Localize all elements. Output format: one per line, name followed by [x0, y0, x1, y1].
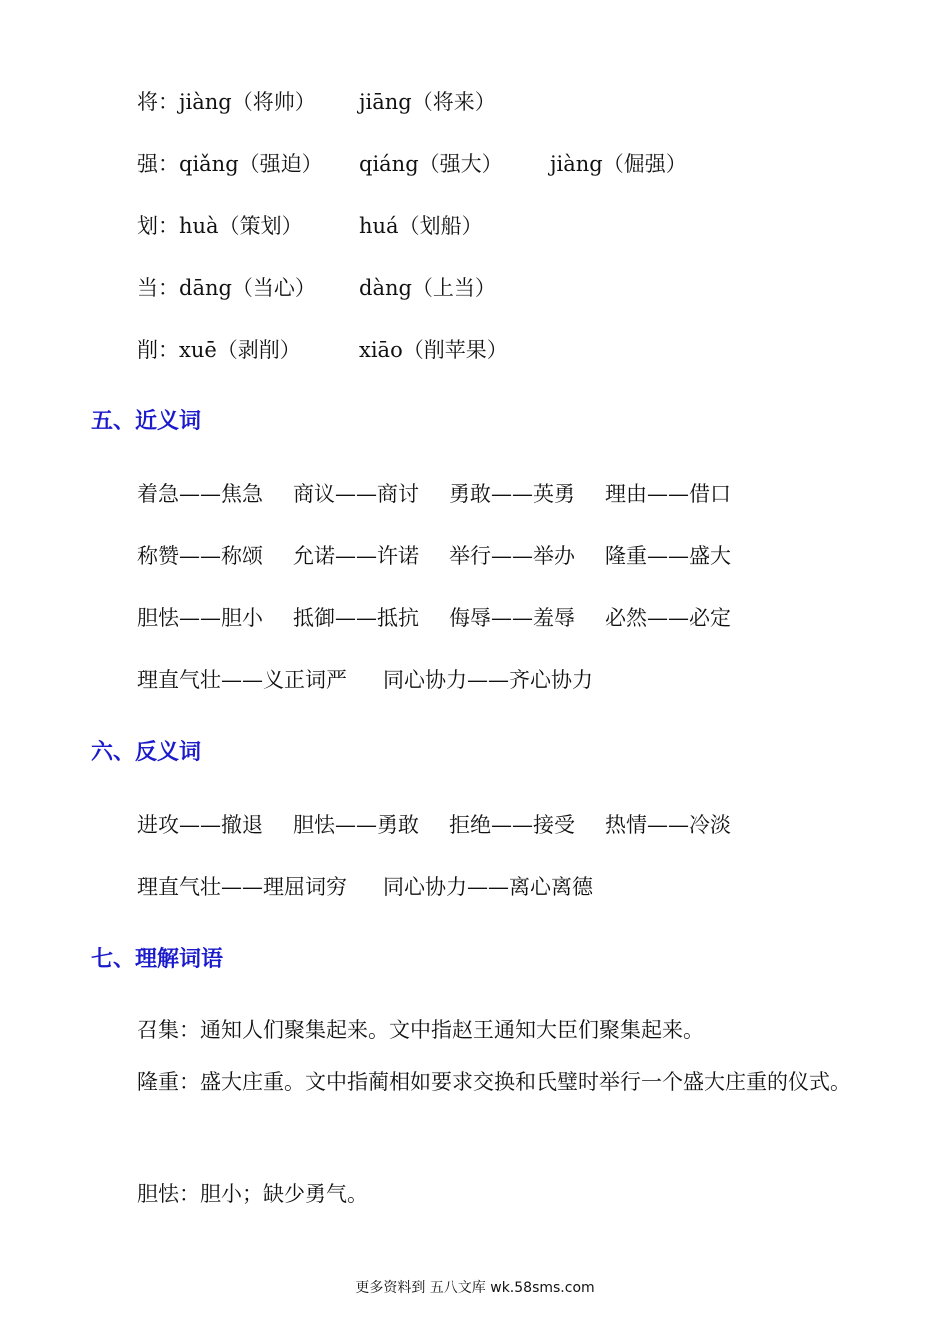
word-pair: 举行——举办 [449, 544, 575, 568]
word-pair: 同心协力——离心离德 [383, 875, 593, 899]
word-pair: 侮辱——羞辱 [449, 606, 575, 630]
word-pair: 理由——借口 [605, 482, 731, 506]
word-pair: 进攻——撤退 [137, 813, 263, 837]
polyphone-item: qiáng（强大） [359, 152, 503, 176]
polyphone-item: 划：huà（策划） [137, 214, 303, 238]
polyphone-item: dàng（上当） [359, 276, 496, 300]
definition-paragraph: 召集：通知人们聚集起来。文中指赵王通知大臣们聚集起来。 [137, 1018, 704, 1042]
section-heading-synonyms: 五、近义词 [91, 409, 202, 434]
definition-paragraph: 隆重：盛大庄重。文中指蔺相如要求交换和氏璧时举行一个盛大庄重的仪式。 [137, 1070, 851, 1094]
polyphone-item: huá（划船） [359, 214, 483, 238]
definition-paragraph: 胆怯：胆小；缺少勇气。 [137, 1182, 368, 1206]
word-pair: 同心协力——齐心协力 [383, 668, 593, 692]
word-pair: 勇敢——英勇 [449, 482, 575, 506]
polyphone-item: 强：qiǎng（强迫） [137, 152, 323, 176]
page-footer: 更多资料到 五八文库 wk.58sms.com [355, 1280, 595, 1296]
polyphone-item: jiàng（倔强） [550, 152, 687, 176]
word-pair: 热情——冷淡 [605, 813, 731, 837]
word-pair: 理直气壮——理屈词穷 [137, 875, 347, 899]
word-pair: 允诺——许诺 [293, 544, 419, 568]
polyphone-item: 削：xuē（剥削） [137, 338, 301, 362]
word-pair: 胆怯——胆小 [137, 606, 263, 630]
polyphone-item: jiāng（将来） [359, 90, 496, 114]
word-pair: 拒绝——接受 [449, 813, 575, 837]
word-pair: 称赞——称颂 [137, 544, 263, 568]
polyphone-item: 将：jiàng（将帅） [137, 90, 316, 114]
polyphone-item: xiāo（削苹果） [359, 338, 508, 362]
word-pair: 胆怯——勇敢 [293, 813, 419, 837]
section-heading-antonyms: 六、反义词 [91, 740, 202, 765]
word-pair: 隆重——盛大 [605, 544, 731, 568]
polyphone-item: 当：dāng（当心） [137, 276, 316, 300]
word-pair: 理直气壮——义正词严 [137, 668, 347, 692]
word-pair: 着急——焦急 [137, 482, 263, 506]
word-pair: 抵御——抵抗 [293, 606, 419, 630]
word-pair: 必然——必定 [605, 606, 731, 630]
section-heading-word-meanings: 七、理解词语 [91, 947, 224, 972]
word-pair: 商议——商讨 [293, 482, 419, 506]
